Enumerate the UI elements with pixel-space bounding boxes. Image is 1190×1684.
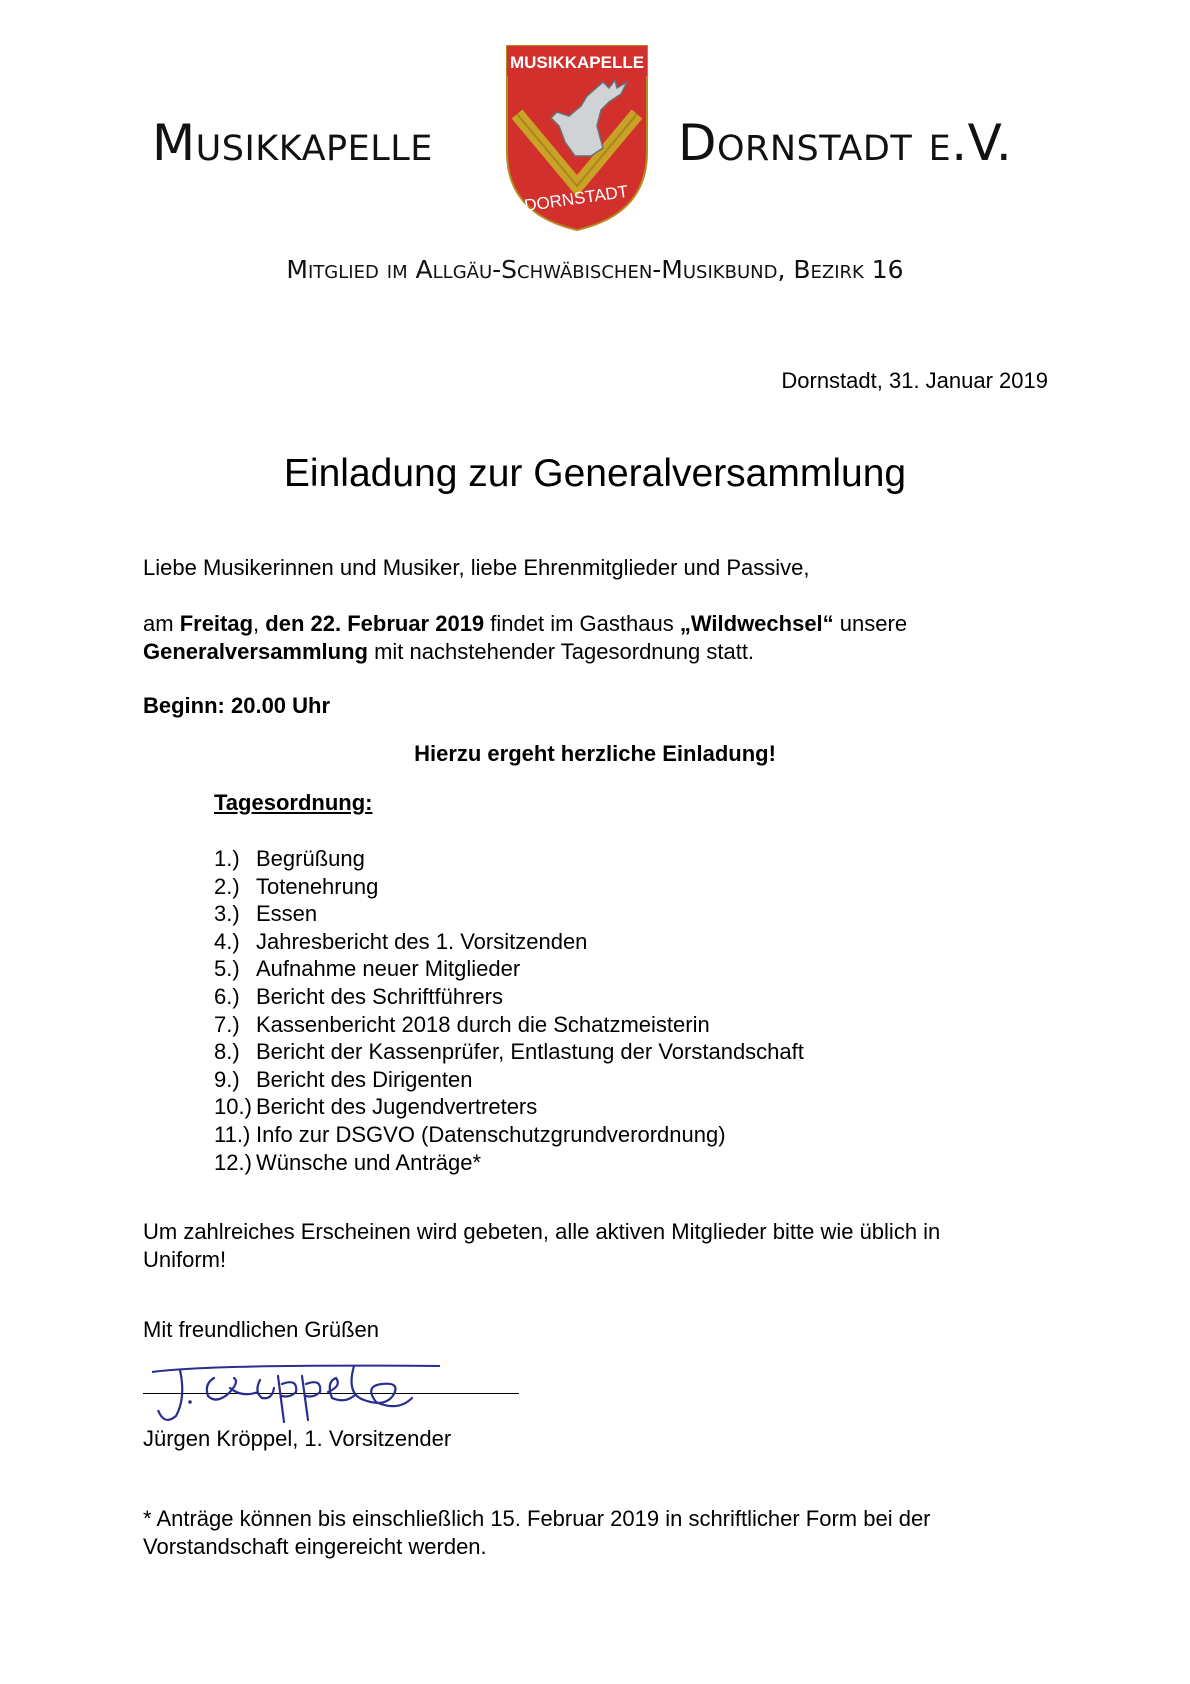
intro-line-2: [143, 638, 754, 666]
intro-event: Generalversammlung: [143, 639, 368, 664]
start-time: Beginn: 20.00 Uhr: [143, 693, 331, 718]
document-heading: Einladung zur Generalversammlung: [283, 452, 907, 495]
agenda-item-text: Aufnahme neuer Mitglieder: [256, 956, 521, 982]
agenda-item: [214, 900, 804, 928]
svg-text:MUSIKKAPELLE: MUSIKKAPELLE: [509, 53, 645, 72]
agenda-list: [214, 845, 804, 1176]
agenda-item: [214, 1038, 804, 1066]
signer-name: Jürgen Kröppel, 1. Vorsitzender: [143, 1426, 452, 1451]
letterhead-left-word: Musikkapelle: [152, 114, 433, 172]
intro-text: unsere: [833, 611, 908, 636]
svg-text:DORNSTADT: DORNSTADT: [523, 181, 630, 216]
intro-text: mit nachstehender Tagesordnung statt.: [367, 639, 755, 664]
agenda-item-number: 1.): [214, 846, 240, 871]
agenda-item-number: 4.): [214, 928, 240, 954]
agenda-item: [214, 1093, 804, 1121]
agenda-item: [214, 845, 804, 873]
agenda-item-text: Bericht des Jugendvertreters: [256, 1094, 538, 1120]
agenda-item-text: Info zur DSGVO (Datenschutzgrundverordnung): [256, 1121, 726, 1147]
agenda-item-number: 10.): [214, 1094, 252, 1120]
footnote-line-1: * Anträge können bis einschließlich 15. Februar 2019 in schriftlicher Form bei der: [143, 1506, 931, 1531]
agenda-item-number: 5.): [214, 956, 240, 982]
agenda-item-text: Bericht des Schriftführers: [256, 983, 503, 1009]
intro-venue: „Wildwechsel“: [679, 611, 834, 636]
intro-text: ,: [253, 611, 266, 636]
closing-line-2: Uniform!: [143, 1247, 227, 1272]
closing-line-1: Um zahlreiches Erscheinen wird gebeten, alle aktiven Mitglieder bitte wie üblich in: [143, 1219, 941, 1244]
agenda-item-number: 12.): [214, 1149, 252, 1175]
agenda-item-number: 9.): [214, 1066, 240, 1092]
band-crest-logo: [503, 44, 651, 232]
intro-line-1: [143, 610, 907, 638]
intro-day: Freitag: [179, 611, 254, 636]
agenda-item: [214, 1121, 804, 1149]
letterhead-right-word: Dornstadt e.V.: [678, 114, 1013, 172]
agenda-item-number: 2.): [214, 873, 240, 899]
agenda-item-text: Begrüßung: [256, 846, 365, 871]
agenda-item-number: 11.): [214, 1121, 251, 1147]
date-line: Dornstadt, 31. Januar 2019: [781, 368, 1048, 393]
invitation-line: Hierzu ergeht herzliche Einladung!: [414, 741, 776, 766]
salutation: Mit freundlichen Grüßen: [143, 1317, 379, 1342]
agenda-item-text: Bericht des Dirigenten: [256, 1066, 473, 1092]
intro-text: findet im Gasthaus: [484, 611, 680, 636]
agenda-item-number: 8.): [214, 1039, 240, 1065]
agenda-item-text: Totenehrung: [256, 873, 379, 899]
agenda-item-number: 3.): [214, 901, 240, 927]
intro-date: den 22. Februar 2019: [265, 611, 485, 636]
agenda-item: [214, 873, 804, 901]
membership-line: Mitglied im Allgäu-Schwäbischen-Musikbund, Bezirk 16: [286, 255, 904, 284]
agenda-item-text: Essen: [256, 901, 318, 927]
agenda-item-number: 6.): [214, 983, 240, 1009]
agenda-item-text: Jahresbericht des 1. Vorsitzenden: [256, 928, 588, 954]
agenda-item: [214, 955, 804, 983]
agenda-item-number: 7.): [214, 1011, 240, 1037]
agenda-item-text: Bericht der Kassenprüfer, Entlastung der Vorstandschaft: [256, 1039, 804, 1065]
greeting: Liebe Musikerinnen und Musiker, liebe Ehrenmitglieder und Passive,: [143, 555, 810, 580]
footnote-line-2: Vorstandschaft eingereicht werden.: [143, 1534, 487, 1559]
agenda-title: Tagesordnung:: [214, 790, 373, 815]
agenda-item: [214, 1011, 804, 1039]
agenda-item-text: Wünsche und Anträge*: [256, 1149, 482, 1175]
agenda-item: [214, 1066, 804, 1094]
agenda-item: [214, 928, 804, 956]
agenda-item-text: Kassenbericht 2018 durch die Schatzmeisterin: [256, 1011, 710, 1037]
intro-text: am: [143, 611, 180, 636]
handwritten-signature: [150, 1358, 440, 1430]
agenda-item: [214, 1149, 804, 1177]
agenda-item: [214, 983, 804, 1011]
